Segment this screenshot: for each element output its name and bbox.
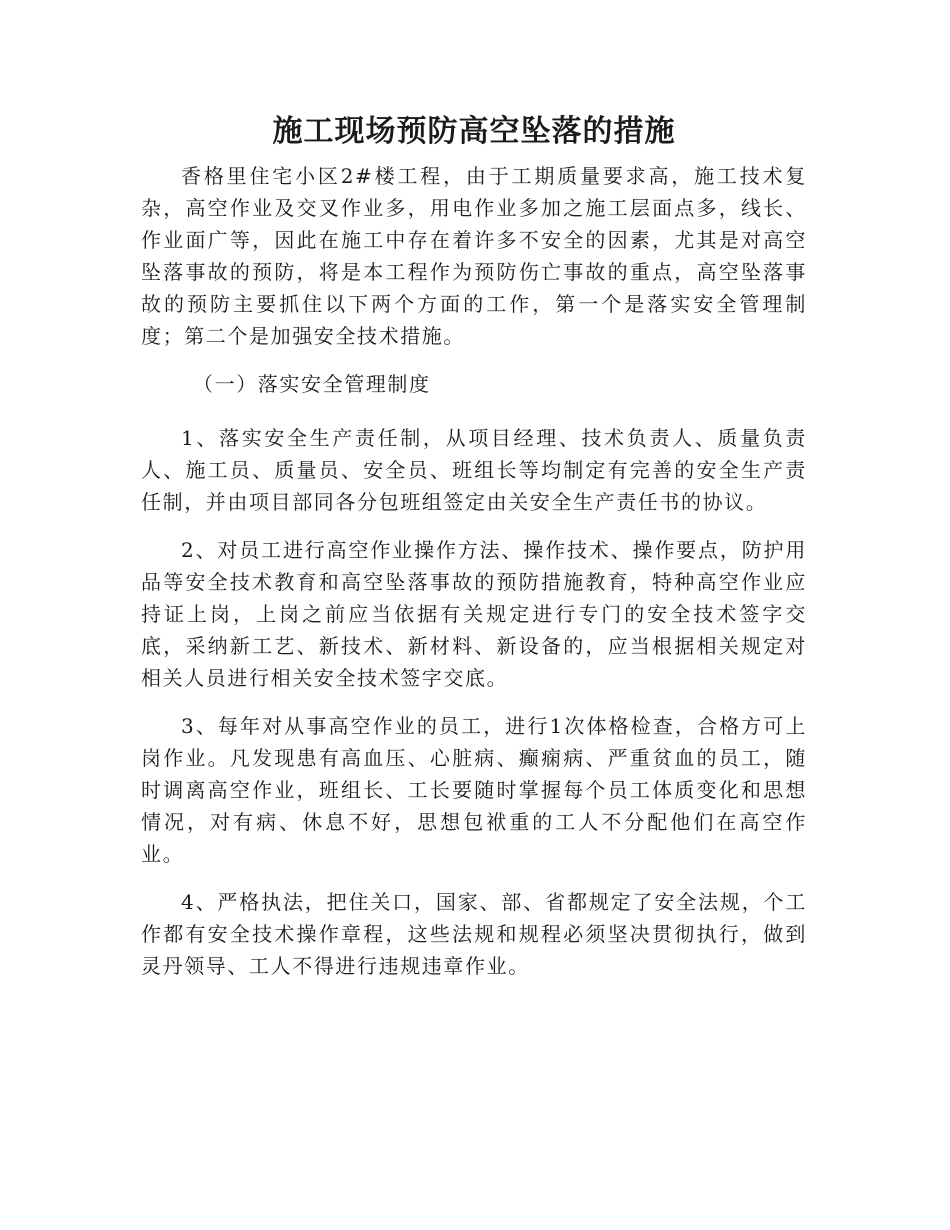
list-item: 2、对员工进行高空作业操作方法、操作技术、操作要点，防护用品等安全技术教育和高空坠落事故的预防措施教育，特种高空作业应持证上岗，上岗之前应当依据有关规定进行专门的安全技术签字交底，采纳新工艺、新技术、新材料、新设备的，应当根据相关规定对相关人员进行相关安全技术签字交底。 [141, 538, 807, 690]
section-heading: （一）落实安全管理制度 [193, 372, 431, 396]
list-item: 4、严格执法，把住关口，国家、部、省都规定了安全法规，个工作都有安全技术操作章程，这些法规和规程必须坚决贯彻执行，做到灵丹领导、工人不得进行违规违章作业。 [141, 890, 807, 978]
list-item: 3、每年对从事高空作业的员工，进行1次体格检查，合格方可上岗作业。凡发现患有高血压、心脏病、癫痫病、严重贫血的员工，随时调离高空作业，班组长、工长要随时掌握每个员工体质变化和思想情况，对有病、休息不好，思想包袱重的工人不分配他们在高空作业。 [141, 714, 807, 866]
intro-paragraph: 香格里住宅小区2#楼工程，由于工期质量要求高，施工技术复杂，高空作业及交叉作业多，用电作业多加之施工层面点多，线长、作业面广等，因此在施工中存在着许多不安全的因素，尤其是对高空坠落事故的预防，将是本工程作为预防伤亡事故的重点，高空坠落事故的预防主要抓住以下两个方面的工作，第一个是落实安全管理制度；第二个是加强安全技术措施。 [141, 164, 807, 348]
list-item: 1、落实安全生产责任制，从项目经理、技术负责人、质量负责人、施工员、质量员、安全员、班组长等均制定有完善的安全生产责任制，并由项目部同各分包班组签定由关安全生产责任书的协议。 [141, 426, 807, 514]
document-title: 施工现场预防高空坠落的措施 [272, 114, 676, 149]
document-page [141, 110, 807, 998]
